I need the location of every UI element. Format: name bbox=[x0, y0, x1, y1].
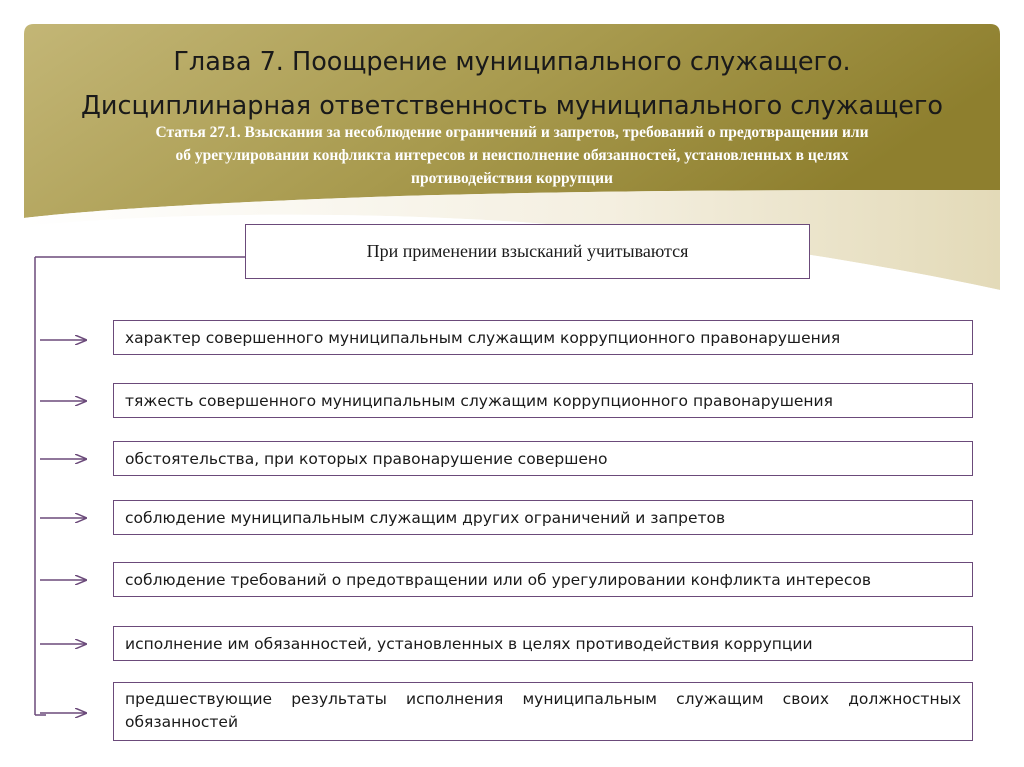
factor-item: предшествующие результаты исполнения муниципальным служащим своих должностных обязанностей bbox=[113, 682, 973, 741]
subtitle-line-3: противодействия коррупции bbox=[411, 170, 613, 187]
factor-item: обстоятельства, при которых правонарушение совершено bbox=[113, 441, 973, 476]
factor-item: исполнение им обязанностей, установленных в целях противодействия коррупции bbox=[113, 626, 973, 661]
factor-item: характер совершенного муниципальным служащим коррупционного правонарушения bbox=[113, 320, 973, 355]
page-title bbox=[24, 40, 1000, 128]
factor-item: соблюдение требований о предотвращении или об урегулировании конфликта интересов bbox=[113, 562, 973, 597]
factor-item: соблюдение муниципальным служащим других ограничений и запретов bbox=[113, 500, 973, 535]
subtitle-line-1: Статья 27.1. Взыскания за несоблюдение ограничений и запретов, требований о предотвращении или bbox=[155, 124, 869, 141]
factor-item: тяжесть совершенного муниципальным служащим коррупционного правонарушения bbox=[113, 383, 973, 418]
article-subtitle bbox=[50, 121, 974, 190]
header-box: При применении взысканий учитываются bbox=[245, 224, 810, 279]
title-line-2: Дисциплинарная ответственность муниципального служащего bbox=[80, 91, 943, 121]
title-line-1: Глава 7. Поощрение муниципального служащего. bbox=[173, 47, 851, 77]
subtitle-line-2: об урегулировании конфликта интересов и неисполнение обязанностей, установленных в целях bbox=[175, 147, 849, 164]
